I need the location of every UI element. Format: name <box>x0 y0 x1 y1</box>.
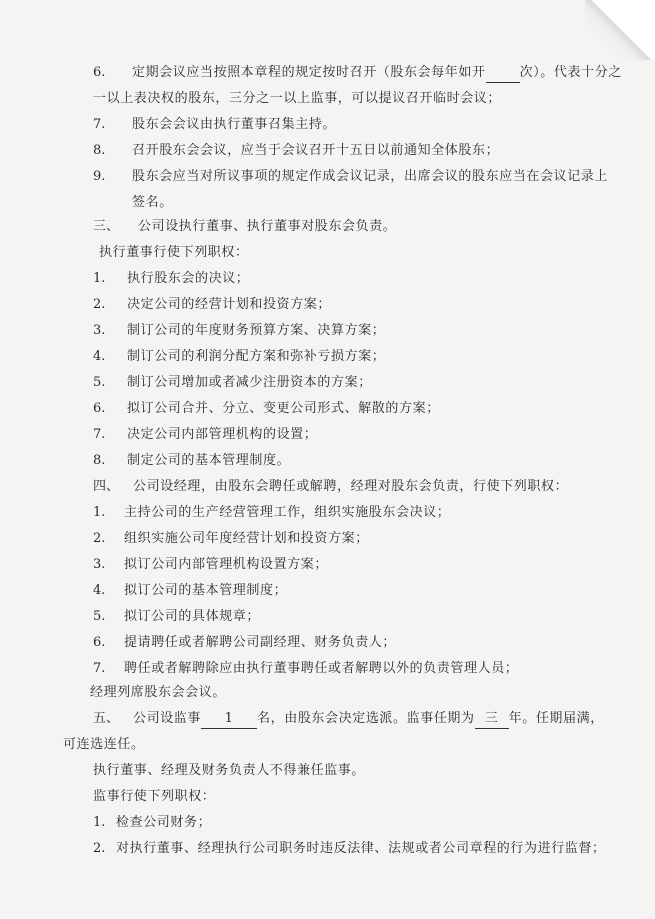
section-number: 四、 <box>93 479 120 494</box>
item-number: 1. <box>93 815 106 830</box>
item-number: 7. <box>93 117 106 132</box>
item-number: 2. <box>93 841 106 856</box>
item-text: 定期会议应当按照本章程的规定按时召开（股东会每年如开 次）。代表十分之 <box>132 64 622 83</box>
page-corner-fold <box>585 0 655 60</box>
item-text: 主持公司的生产经营管理工作，组织实施股东会决议； <box>124 505 451 520</box>
item-number: 7. <box>93 661 106 676</box>
item-number: 9. <box>93 169 106 184</box>
item-number: 7. <box>93 427 106 442</box>
item-text: 拟订公司合并、分立、变更公司形式、解散的方案； <box>127 401 440 416</box>
item-text: 决定公司的经营计划和投资方案； <box>127 297 332 312</box>
item-text-continued: 签名。 <box>132 195 173 210</box>
item-number: 5. <box>93 375 106 390</box>
item-text: 股东会会议由执行董事召集主持。 <box>132 117 337 132</box>
item-number: 1. <box>93 505 106 520</box>
item-number: 5. <box>93 609 106 624</box>
item-text: 制订公司增加或者减少注册资本的方案； <box>127 375 372 390</box>
item-text: 制订公司的年度财务预算方案、决算方案； <box>127 323 386 338</box>
item-text: 拟订公司的具体规章； <box>124 609 261 624</box>
item-number: 6. <box>93 401 106 416</box>
item-number: 4. <box>93 349 106 364</box>
section-number: 三、 <box>93 219 120 234</box>
item-text-continued: 一以上表决权的股东，三分之一以上监事，可以提议召开临时会议； <box>93 91 502 106</box>
item-number: 2. <box>93 531 106 546</box>
section-note: 执行董事、经理及财务负责人不得兼任监事。 <box>93 763 366 778</box>
section-heading: 公司设经理，由股东会聘任或解聘，经理对股东会负责，行使下列职权： <box>133 479 569 494</box>
section-number: 五、 <box>93 711 120 726</box>
item-number: 1. <box>93 271 106 286</box>
item-number: 3. <box>93 557 106 572</box>
section-heading-continued: 可连选连任。 <box>63 737 145 752</box>
section-intro: 执行董事行使下列职权： <box>99 245 249 260</box>
item-text: 召开股东会会议，应当于会议召开十五日以前通知全体股东； <box>132 143 500 158</box>
item-text: 股东会应当对所议事项的规定作成会议记录，出席会议的股东应当在会议记录上 <box>132 169 609 184</box>
item-text: 对执行董事、经理执行公司职务时违反法律、法规或者公司章程的行为进行监督； <box>116 841 606 856</box>
item-number: 8. <box>93 453 106 468</box>
item-number: 6. <box>93 635 106 650</box>
item-text: 执行股东会的决议； <box>127 271 250 286</box>
blank-field <box>486 64 520 83</box>
section-heading: 公司设执行董事、执行董事对股东会负责。 <box>138 219 397 234</box>
item-text: 制订公司的利润分配方案和弥补亏损方案； <box>127 349 386 364</box>
item-text: 拟订公司内部管理机构设置方案； <box>124 557 329 572</box>
item-text: 提请聘任或者解聘公司副经理、财务负责人； <box>124 635 397 650</box>
item-number: 6. <box>93 65 106 80</box>
item-text: 检查公司财务； <box>116 815 212 830</box>
item-number: 8. <box>93 143 106 158</box>
item-number: 2. <box>93 297 106 312</box>
supervisor-count-field: 1 <box>201 710 257 729</box>
term-years-field: 三 <box>475 710 509 729</box>
item-text: 决定公司内部管理机构的设置； <box>127 427 318 442</box>
item-number: 3. <box>93 323 106 338</box>
section-note: 经理列席股东会会议。 <box>90 685 227 700</box>
section-heading: 公司设监事 1 名，由股东会决定选派。监事任期为 三 年。任期届满， <box>133 710 604 729</box>
item-text: 拟订公司的基本管理制度； <box>124 583 288 598</box>
item-text: 组织实施公司年度经营计划和投资方案； <box>124 531 369 546</box>
section-intro: 监事行使下列职权： <box>93 789 216 804</box>
item-text: 聘任或者解聘除应由执行董事聘任或者解聘以外的负责管理人员； <box>124 661 519 676</box>
item-text: 制定公司的基本管理制度。 <box>127 453 291 468</box>
item-number: 4. <box>93 583 106 598</box>
